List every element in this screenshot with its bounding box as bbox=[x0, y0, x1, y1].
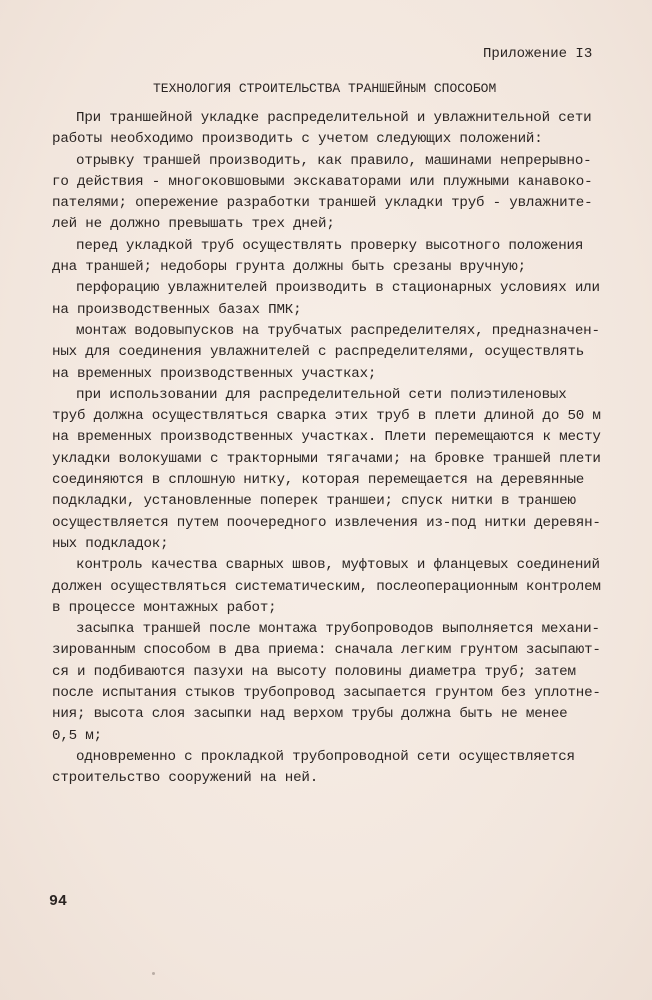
text-line: соединяются в сплошную нитку, которая перемещается на деревянные bbox=[52, 472, 585, 489]
text-line: ния; высота слоя засыпки над верхом трубы должна быть не менее bbox=[52, 706, 568, 723]
text-line: на временных производственных участках. Плети перемещаются к месту bbox=[52, 429, 601, 446]
text-line: строительство сооружений на ней. bbox=[52, 770, 319, 787]
paper-speck bbox=[152, 972, 155, 975]
text-line: в процессе монтажных работ; bbox=[52, 599, 277, 616]
text-line: при использовании для распределительной сети полиэтиленовых bbox=[76, 386, 567, 403]
text-line: на производственных базах ПМК; bbox=[52, 301, 302, 318]
text-line: ных для соединения увлажнителей с распределителями, осуществлять bbox=[52, 344, 585, 361]
text-line: одновременно с прокладкой трубопроводной сети осуществляется bbox=[76, 748, 575, 765]
text-line: отрывку траншей производить, как правило, машинами непрерывно- bbox=[76, 152, 592, 169]
text-line: укладки волокушами с тракторными тягачами; на бровке траншей плети bbox=[52, 450, 601, 467]
text-line: должен осуществляться систематическим, послеоперационным контролем bbox=[52, 578, 601, 595]
appendix-label: Приложение I3 bbox=[483, 46, 593, 62]
text-line: после испытания стыков трубопровод засыпается грунтом без уплотне- bbox=[52, 685, 601, 702]
text-line: лей не должно превышать трех дней; bbox=[52, 216, 335, 233]
text-line: труб должна осуществляться сварка этих труб в плети длиной до 50 м bbox=[52, 408, 601, 425]
text-line: контроль качества сварных швов, муфтовых и фланцевых соединений bbox=[76, 557, 600, 574]
text-line: работы необходимо производить с учетом следующих положений: bbox=[52, 131, 543, 148]
text-line: ся и подбиваются пазухи на высоту половины диаметра труб; затем bbox=[52, 663, 576, 680]
text-line: перед укладкой труб осуществлять проверку высотного положения bbox=[76, 237, 584, 254]
text-line: монтаж водовыпусков на трубчатых распределителях, предназначен- bbox=[76, 322, 600, 339]
text-line: пателями; опережение разработки траншей укладки труб - увлажните- bbox=[52, 195, 593, 212]
text-line: го действия - многоковшовыми экскаваторами или плужными канавоко- bbox=[52, 173, 593, 190]
text-line: зированным способом в два приема: сначала легким грунтом засыпают- bbox=[52, 642, 601, 659]
text-line: перфорацию увлажнителей производить в стационарных условиях или bbox=[76, 280, 600, 297]
document-title: ТЕХНОЛОГИЯ СТРОИТЕЛЬСТВА ТРАНШЕЙНЫМ СПОСОБОМ bbox=[153, 81, 497, 96]
text-line: засыпка траншей после монтажа трубопроводов выполняется механи- bbox=[76, 621, 600, 638]
text-line: подкладки, установленные поперек траншеи; спуск нитки в траншею bbox=[52, 493, 576, 510]
text-line: 0,5 м; bbox=[52, 727, 102, 744]
text-line: на временных производственных участках; bbox=[52, 365, 377, 382]
text-line: осуществляется путем поочередного извлечения из-под нитки деревян- bbox=[52, 514, 601, 531]
page-number: 94 bbox=[49, 893, 68, 910]
text-line: ных подкладок; bbox=[52, 535, 169, 552]
body-text bbox=[52, 108, 624, 790]
text-line: дна траншей; недоборы грунта должны быть срезаны вручную; bbox=[52, 259, 526, 276]
text-line: При траншейной укладке распределительной и увлажнительной сети bbox=[76, 110, 592, 126]
